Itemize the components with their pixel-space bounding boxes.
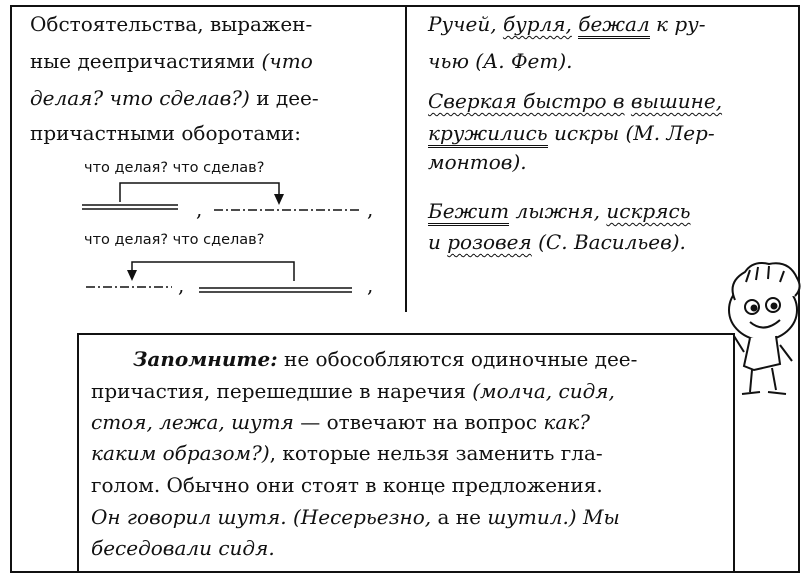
scheme-2-lines bbox=[86, 262, 352, 292]
scheme-1-question: что делая? что сделав? bbox=[84, 160, 265, 176]
note-line-6-italic-2: шутил.) bbox=[487, 505, 577, 529]
example-3-author: (С. Васильев). bbox=[538, 230, 686, 254]
rule-line-2-italic: (что bbox=[261, 49, 313, 73]
example-3-participle-2: розовея bbox=[447, 230, 532, 254]
note-line-2-text: причастия, перешедшие в наречия bbox=[91, 379, 473, 403]
note-line-1-text: не обособляются одиночные дее- bbox=[277, 347, 638, 371]
example-1-line-2: чью (А. Фет). bbox=[428, 49, 573, 73]
scheme-2-question: что делая? что сделав? bbox=[84, 232, 265, 248]
note-line-6-italic-1: Он говорил шутя. (Несерьезно, bbox=[91, 505, 432, 529]
rule-line-1: Обстоятельства, выражен- bbox=[30, 12, 313, 36]
example-3-subject: лыжня, bbox=[515, 199, 601, 223]
note-line-4-text: , которые нельзя заменить гла- bbox=[269, 441, 603, 465]
scheme-1-comma-1: , bbox=[196, 197, 203, 221]
scheme-2-comma-2: , bbox=[367, 273, 374, 297]
example-1-line-1 bbox=[428, 10, 706, 39]
cartoon-boy-icon bbox=[729, 263, 800, 394]
example-2-rest: искры (М. Лер- bbox=[554, 121, 715, 145]
example-2-verb: кружились bbox=[428, 121, 548, 148]
example-1-word-1: Ручей, bbox=[428, 12, 497, 36]
example-3-line-1 bbox=[428, 197, 691, 226]
example-3-verb: Бежит bbox=[428, 199, 509, 226]
rule-line-2-text: ные деепричастиями bbox=[30, 49, 262, 73]
rule-line-4: причастными оборотами: bbox=[30, 121, 301, 145]
note-line-6-text: а не bbox=[431, 505, 488, 529]
note-line-3 bbox=[91, 407, 590, 439]
note-line-4 bbox=[91, 438, 603, 470]
scheme-1-lines bbox=[82, 183, 360, 210]
example-2-line-2 bbox=[428, 119, 715, 148]
note-line-6-italic-3: Мы bbox=[576, 505, 620, 529]
example-2-line-1 bbox=[428, 87, 722, 116]
example-3-line-2 bbox=[428, 228, 686, 257]
example-1-word-3: бежал bbox=[578, 12, 649, 39]
note-line-2-italic: (молча, сидя, bbox=[472, 379, 615, 403]
example-2-word-vyshine: вышине, bbox=[630, 89, 723, 113]
note-line-5: голом. Обычно они стоят в конце предложения. bbox=[91, 473, 603, 497]
note-line-6 bbox=[91, 502, 620, 534]
scheme-1-comma-2: , bbox=[367, 197, 374, 221]
rule-line-3-italic: делая? что сделав?) bbox=[30, 86, 250, 110]
note-line-3-italic: стоя, лежа, шутя bbox=[91, 410, 294, 434]
note-line-3-text: — отвечают на вопрос bbox=[293, 410, 544, 434]
note-line-4-italic: каким образом?) bbox=[91, 441, 270, 465]
note-title: Запомните: bbox=[133, 347, 278, 371]
example-2-phrase: Сверкая быстро в bbox=[428, 89, 625, 113]
example-3-participle-1: искрясь bbox=[606, 199, 691, 223]
example-1-word-4: к ру- bbox=[656, 12, 706, 36]
note-line-7: беседовали сидя. bbox=[91, 536, 275, 560]
note-line-3-question: как? bbox=[543, 410, 590, 434]
note-line-2 bbox=[91, 376, 615, 408]
example-2-line-3: монтов). bbox=[428, 150, 527, 174]
example-1-word-2: бурля, bbox=[502, 12, 572, 36]
scheme-2-comma-1: , bbox=[178, 273, 185, 297]
rule-line-3-text: и дее- bbox=[249, 86, 319, 110]
example-3-and: и bbox=[428, 230, 441, 254]
note-line-1 bbox=[133, 344, 637, 376]
